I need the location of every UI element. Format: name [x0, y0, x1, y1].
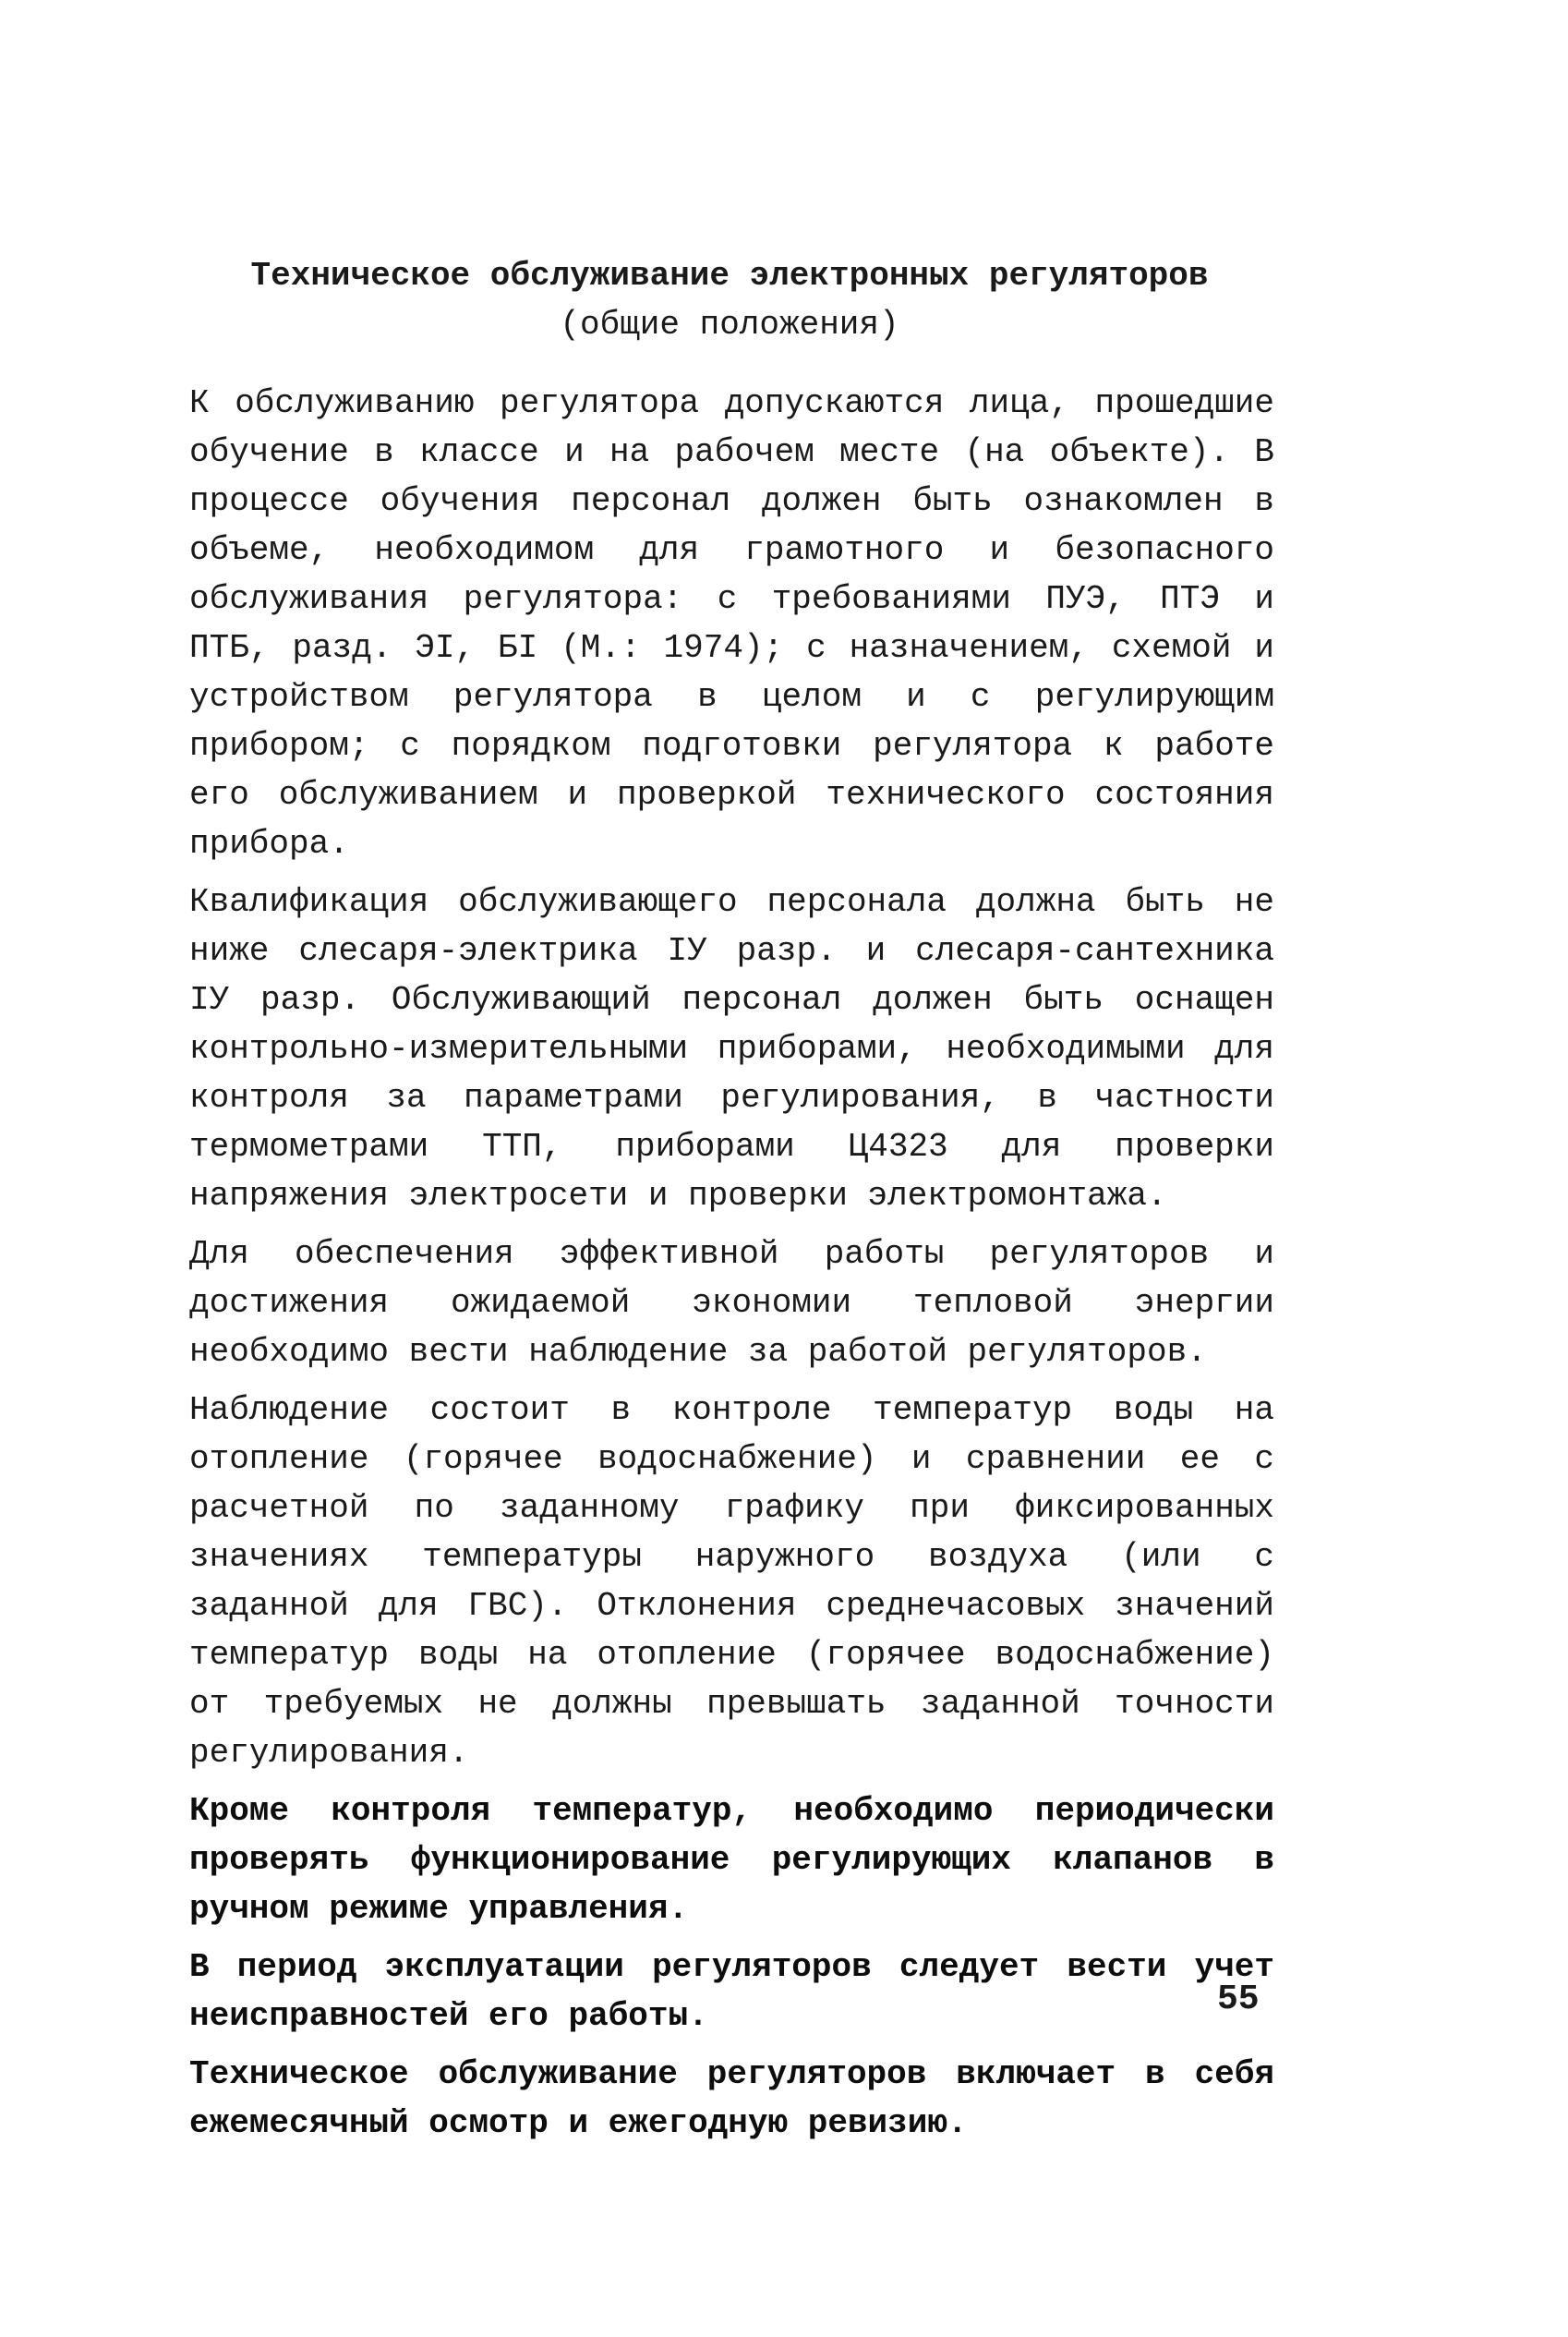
paragraph-1: К обслуживанию регулятора допускаются лица, прошедшие обучение в классе и на рабочем месте (на объекте). В процессе обучения персонал должен быть ознакомлен в объеме, необходимом для грамотного и безопасного обслуживания регулятора: с требованиями ПУЭ, ПТЭ и ПТБ, разд. ЭI, БI (М.: 1974); с назначением, схемой и устройством регулятора в целом и с регулирующим прибором; с порядком подготовки регулятора к работе его обслуживанием и проверкой технического состояния прибора. [189, 384, 1274, 863]
page-subtitle: (общие положения) [560, 306, 899, 344]
page-number: 55 [1217, 1980, 1260, 2019]
paragraph-6: В период эксплуатации регуляторов следует вести учет неисправностей его работы. [189, 1948, 1274, 2035]
paragraph-2: Квалификация обслуживающего персонала должна быть не ниже слесаря-электрика IУ разр. и слесаря-сантехника IУ разр. Обслуживающий персонал должен быть оснащен контрольно-измерительными приборами, необходимыми для контроля за параметрами регулирования, в частности термометрами ТТП, приборами Ц4323 для проверки напряжения электросети и проверки электромонтажа. [189, 883, 1274, 1215]
body-text [189, 379, 1274, 2157]
paragraph-5: Кроме контроля температур, необходимо периодически проверять функционирование регулирующих клапанов в ручном режиме управления. [189, 1792, 1274, 1928]
paragraph-3: Для обеспечения эффективной работы регуляторов и достижения ожидаемой экономии тепловой энергии необходимо вести наблюдение за работой регуляторов. [189, 1235, 1274, 1371]
paragraph-7: Техническое обслуживание регуляторов включает в себя ежемесячный осмотр и ежегодную ревизию. [189, 2055, 1274, 2142]
page-title: Техническое обслуживание электронных регуляторов [250, 257, 1209, 295]
paragraph-4: Наблюдение состоит в контроле температур воды на отопление (горячее водоснабжение) и сравнении ее с расчетной по заданному графику при фиксированных значениях температуры наружного воздуха (или с заданной для ГВС). Отклонения среднечасовых значений температур воды на отопление (горячее водоснабжение) от требуемых не должны превышать заданной точности регулирования. [189, 1391, 1274, 1772]
